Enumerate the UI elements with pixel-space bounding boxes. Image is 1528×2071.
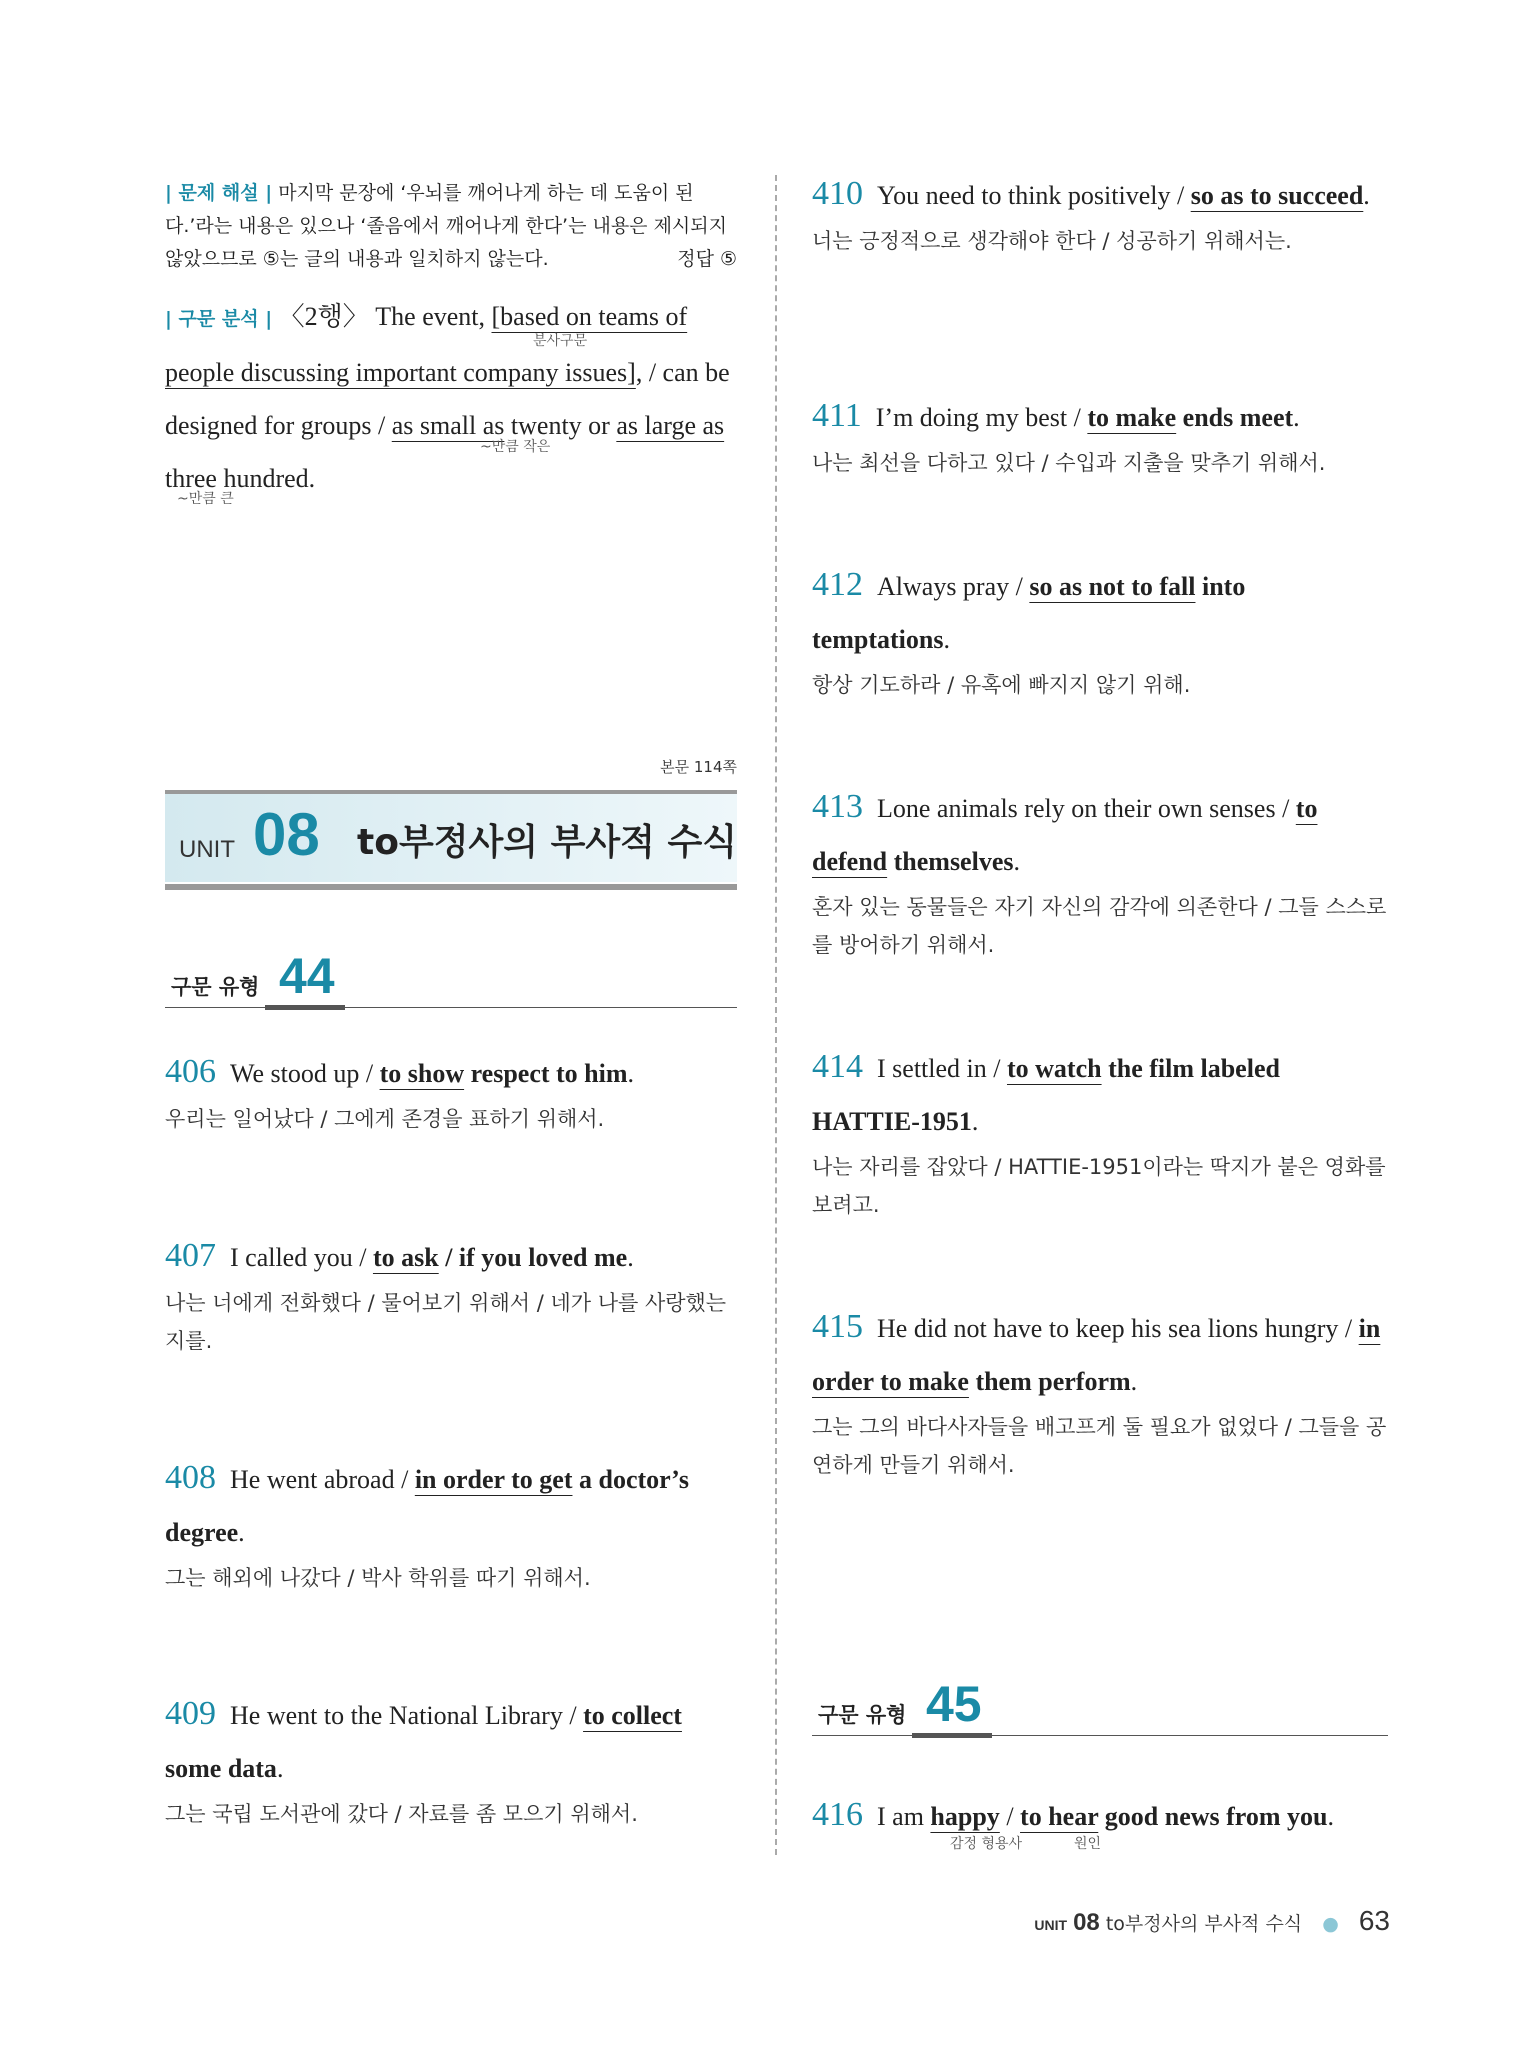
page-number: 63 xyxy=(1358,1905,1390,1936)
analysis-part4: three hundred. xyxy=(165,464,316,493)
item-414 xyxy=(812,1040,1388,1224)
item-key-phrase: so as to succeed xyxy=(1190,181,1364,210)
item-bold: / if you loved me xyxy=(438,1243,628,1272)
item-number: 409 xyxy=(165,1695,216,1732)
item-end: . xyxy=(1293,403,1300,432)
item-text: He did not have to keep his sea lions hungry / xyxy=(877,1314,1359,1343)
item-text: You need to think positively / xyxy=(877,181,1191,210)
item-number: 411 xyxy=(812,397,862,434)
unit-header-rule xyxy=(165,884,737,890)
item-412 xyxy=(812,558,1388,704)
item-end: . xyxy=(971,1107,979,1136)
footer-title: to부정사의 부사적 수식 xyxy=(1105,1913,1303,1935)
unit-label: UNIT xyxy=(179,836,235,863)
footer-unit-number: 08 xyxy=(1073,1909,1100,1936)
item-text: He went abroad / xyxy=(230,1465,415,1494)
item-413 xyxy=(812,780,1388,964)
item-key-phrase: happy xyxy=(930,1802,1000,1831)
item-key-phrase: to defend xyxy=(812,794,1318,876)
item-translation: 나는 자리를 잡았다 / HATTIE-1951이라는 딱지가 붙은 영화를 보려고. xyxy=(812,1155,1386,1217)
item-number: 412 xyxy=(812,566,863,603)
item-key-phrase-2: to hear xyxy=(1020,1802,1099,1831)
item-text: Always pray / xyxy=(877,572,1030,601)
item-text: He went to the National Library / xyxy=(230,1701,584,1730)
item-translation: 나는 너에게 전화했다 / 물어보기 위해서 / 네가 나를 사랑했는지를. xyxy=(165,1291,727,1353)
item-bold: ends meet xyxy=(1176,403,1294,432)
item-number: 407 xyxy=(165,1237,216,1274)
item-translation: 나는 최선을 다하고 있다 / 수입과 지출을 맞추기 위해서. xyxy=(812,451,1326,475)
item-number: 413 xyxy=(812,788,863,825)
note-cause: 원인 xyxy=(1074,1836,1102,1852)
item-bold: into temptations xyxy=(812,572,1246,654)
item-translation: 항상 기도하라 / 유혹에 빠지지 않기 위해. xyxy=(812,673,1191,697)
note-participle: 분사구문 xyxy=(533,333,588,349)
item-key-phrase: to ask xyxy=(372,1243,439,1272)
item-409 xyxy=(165,1687,737,1833)
item-translation: 그는 그의 바다사자들을 배고프게 둘 필요가 없었다 / 그들을 공연하게 만들기 위해서. xyxy=(812,1415,1387,1477)
analysis-as-small-as: as small as xyxy=(391,411,505,440)
item-translation: 혼자 있는 동물들은 자기 자신의 감각에 의존한다 / 그들 스스로를 방어하기 위해서. xyxy=(812,895,1387,957)
footer-unit: UNIT xyxy=(1034,1917,1068,1933)
item-end: . xyxy=(627,1243,634,1272)
item-bold: them perform xyxy=(968,1367,1131,1396)
item-end: . xyxy=(1130,1367,1138,1396)
unit-number: 08 xyxy=(253,801,320,868)
bonmun-reference: 본문 114쪽 xyxy=(660,758,737,776)
type-label: 구문 유형 xyxy=(818,1703,907,1727)
item-end: . xyxy=(943,625,950,654)
footer-dot-icon: ● xyxy=(1322,1913,1339,1935)
item-key-phrase: in order to make xyxy=(812,1314,1381,1396)
item-text: We stood up / xyxy=(230,1059,380,1088)
explanation-tag: | 문제 해설 | xyxy=(165,182,273,204)
item-key-phrase: so as not to fall xyxy=(1029,572,1196,601)
type-underline xyxy=(265,1005,345,1010)
item-key-phrase: in order to get xyxy=(414,1465,573,1494)
column-divider xyxy=(775,175,777,1855)
item-415 xyxy=(812,1300,1388,1484)
analysis-part2: , / can be designed for groups / xyxy=(165,358,730,440)
item-key-phrase: to watch xyxy=(1006,1054,1102,1083)
item-bold: some data xyxy=(165,1754,277,1783)
type-number: 45 xyxy=(926,1676,982,1732)
item-slash: / xyxy=(999,1802,1021,1831)
type-heading-44 xyxy=(165,947,737,1008)
item-end: . xyxy=(1327,1802,1334,1831)
item-bold: themselves xyxy=(887,847,1014,876)
item-end: . xyxy=(276,1754,284,1783)
item-text: I settled in / xyxy=(877,1054,1007,1083)
analysis-bracket: [based on teams of people discussing important company issues] xyxy=(165,302,688,387)
page-footer xyxy=(1034,1905,1390,1937)
item-bold: respect to him xyxy=(464,1059,628,1088)
analysis-part3: twenty or xyxy=(504,411,617,440)
item-number: 406 xyxy=(165,1053,216,1090)
item-key-phrase: to make xyxy=(1087,403,1177,432)
item-411 xyxy=(812,389,1388,482)
item-406 xyxy=(165,1045,737,1138)
item-end: . xyxy=(238,1518,245,1547)
item-end: . xyxy=(1363,181,1370,210)
type-heading-45 xyxy=(812,1675,1388,1736)
item-bold: a doctor’s degree xyxy=(165,1465,689,1547)
item-number: 416 xyxy=(812,1796,863,1833)
explanation-text: 마지막 문장에 ‘우뇌를 깨어나게 하는 데 도움이 된다.’라는 내용은 있으나 ‘졸음에서 깨어나게 한다’는 내용은 제시되지 않았으므로 ⑤는 글의 내용과 일치하지 않는다. xyxy=(165,182,727,270)
item-text: I am xyxy=(877,1802,931,1831)
analysis-as-large-as: as large as xyxy=(616,411,725,440)
item-text: Lone animals rely on their own senses / xyxy=(877,794,1296,823)
unit-title: to부정사의 부사적 수식 xyxy=(357,822,737,863)
analysis-tag: | 구문 분석 | xyxy=(165,308,273,330)
answer: 정답 ⑤ xyxy=(677,248,737,270)
item-bold: the film labeled HATTIE-1951 xyxy=(812,1054,1280,1136)
note-as-large: ~만큼 큰 xyxy=(177,491,234,507)
analysis-line-ref: 〈2행〉 xyxy=(278,302,369,331)
item-key-phrase: to collect xyxy=(583,1701,682,1730)
item-number: 408 xyxy=(165,1459,216,1496)
item-translation: 우리는 일어났다 / 그에게 존경을 표하기 위해서. xyxy=(165,1107,605,1131)
item-408 xyxy=(165,1451,737,1597)
item-text: I called you / xyxy=(230,1243,373,1272)
type-underline xyxy=(912,1733,992,1738)
item-number: 414 xyxy=(812,1048,863,1085)
item-end: . xyxy=(627,1059,635,1088)
explanation-block xyxy=(165,177,737,276)
item-410 xyxy=(812,167,1388,260)
analysis-block xyxy=(165,290,737,505)
item-end: . xyxy=(1013,847,1020,876)
item-translation: 그는 해외에 나갔다 / 박사 학위를 따기 위해서. xyxy=(165,1566,591,1590)
note-as-small: ~만큼 작은 xyxy=(480,439,551,455)
type-label: 구문 유형 xyxy=(171,975,260,999)
item-bold: good news from you xyxy=(1098,1802,1328,1831)
item-text: I’m doing my best / xyxy=(875,403,1088,432)
item-number: 415 xyxy=(812,1308,863,1345)
item-key-phrase: to show xyxy=(379,1059,465,1088)
type-number: 44 xyxy=(279,948,335,1004)
analysis-part1: The event, xyxy=(375,302,492,331)
item-407 xyxy=(165,1229,737,1360)
item-translation: 너는 긍정적으로 생각해야 한다 / 성공하기 위해서는. xyxy=(812,229,1292,253)
item-translation: 그는 국립 도서관에 갔다 / 자료를 좀 모으기 위해서. xyxy=(165,1802,638,1826)
item-number: 410 xyxy=(812,175,863,212)
unit-header xyxy=(165,790,737,882)
note-emotion-adjective: 감정 형용사 xyxy=(950,1836,1023,1852)
